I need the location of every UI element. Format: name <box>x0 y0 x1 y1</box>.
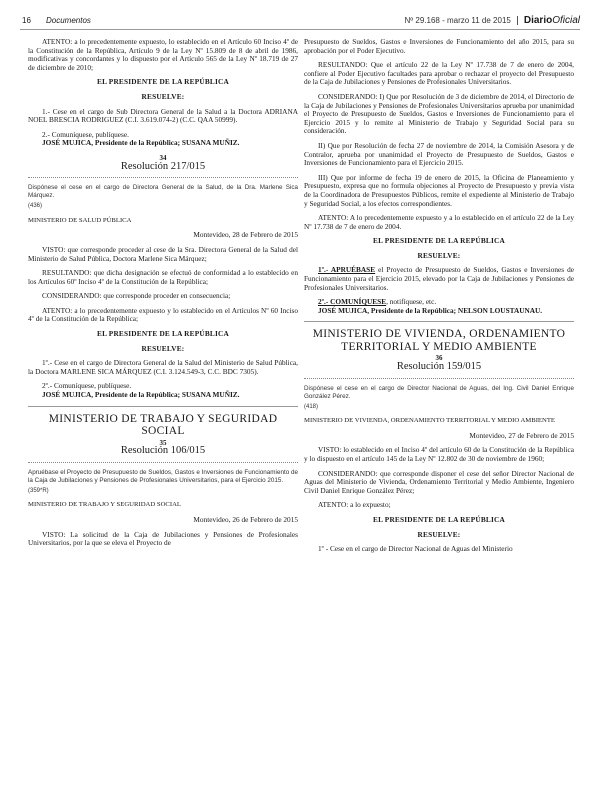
president-heading: EL PRESIDENTE DE LA REPÚBLICA <box>373 514 505 524</box>
paragraph: 2º.- COMUNÍQUESE, notifíquese, etc. <box>318 297 437 307</box>
signature: JOSÉ MUJICA, Presidente de la República; SUSANA MUÑIZ. <box>42 390 240 400</box>
page-header <box>22 12 580 28</box>
paragraph: RESULTANDO: que dicha designación se efectuó de conformidad a lo establecido en los Artículos 60º Inciso 4º de la Constitución de la República; <box>28 268 298 286</box>
paragraph: VISTO: lo establecido en el Inciso 4º del artículo 60 de la Constitución de la República y lo dispuesto en el artículo 145 de la Ley Nº 12.802 de 30 de noviembre de 1960; <box>304 445 574 463</box>
paragraph: CONSIDERANDO: I) Que por Resolución de 3 de diciembre de 2014, el Directorio de la Caja de Jubilaciones y Pensiones de Profesionales Universitarios aprueba por unanimidad el Proyecto de Presupuesto de Sueldos, Gastos e Inversiones de Funcionamiento para el Ejercicio 2015 y lo remite al Ministerio de Trabajo y Seguridad Social para su consideración. <box>304 91 574 136</box>
paragraph: RESULTANDO: Que el artículo 22 de la Ley Nº 17.738 de 7 de enero de 2004, confiere al Poder Ejecutivo facultades para aprobar o rechazar el proyecto del Presupuesto de la Caja de Jubilaciones y Pensiones de Profesionales Universitarios. <box>304 60 574 87</box>
paragraph: 2º.- Comuníquese, publíquese. <box>42 381 132 391</box>
document-number: 36 <box>435 354 443 363</box>
paragraph: ATENTO: A lo precedentemente expuesto y a lo establecido en el artículo 22 de la Ley Nº 17.738 de 7 de enero de 2004. <box>304 213 574 231</box>
paragraph: ATENTO: a lo expuesto; <box>318 500 391 510</box>
divider <box>304 378 574 379</box>
document-number: 35 <box>159 438 167 447</box>
president-heading: EL PRESIDENTE DE LA REPÚBLICA <box>373 236 505 246</box>
president-heading: EL PRESIDENTE DE LA REPÚBLICA <box>97 329 229 339</box>
ministry-line: MINISTERIO DE SALUD PÚBLICA <box>28 216 132 224</box>
reference-code: (359*R) <box>28 487 49 494</box>
resolution-title: Resolución 159/015 <box>396 361 482 373</box>
paragraph: 1º.- APRUÉBASE el Proyecto de Presupuesto de Sueldos, Gastos e Inversiones de Funcionamiento para el Ejercicio 2015, elevado por la Caja de Jubilaciones y Pensiones de Profesionales Universitarios. <box>304 265 575 292</box>
issue-info: Nº 29.168 - marzo 11 de 2015 <box>404 15 511 25</box>
resuelve-heading: RESUELVE: <box>141 91 185 101</box>
document-number: 34 <box>159 153 167 162</box>
resolution-title: Resolución 217/015 <box>120 160 206 172</box>
paragraph: Presupuesto de Sueldos, Gastos e Inversiones de Funcionamiento del año 2015, para su aprobación por el Poder Ejecutivo. <box>304 37 574 55</box>
reference-code: (418) <box>304 403 319 410</box>
paragraph: III) Que por informe de fecha 19 de enero de 2015, la Oficina de Planeamiento y Presupuesto, expresa que no formula objeciones al Proyecto de Presupuesto y previa vista de la Coordinadora de Presupuestos Públicos, remite el expediente al Ministerio de Trabajo y Seguridad Social, a los efectos correspondientes. <box>304 172 574 208</box>
reference-code: (436) <box>28 203 43 210</box>
brand-logo: DiarioOficial <box>523 14 580 26</box>
paragraph: ATENTO: a lo precedentemente expuesto y lo establecido en el Artículos Nº 60 Inciso 4º de la Constitución de la República; <box>28 305 298 324</box>
date-line: Montevideo, 28 de Febrero de 2015 <box>193 230 298 240</box>
paragraph: ATENTO: a lo precedentemente expuesto, lo establecido en el Artículo 60 Inciso 4º de la Constitución de la República, Artículo 9 de la Ley Nº 15.809 de 8 de abril de 1986, modificativas y concordantes y lo dispuesto por el Artículo 565 de la Ley Nº 18.719 de 27 de diciembre de 2010; <box>28 37 298 72</box>
paragraph: II) Que por Resolución de fecha 27 de noviembre de 2014, la Comisión Asesora y de Contralor, aprueba por unanimidad el Proyecto de Presupuesto de Sueldos, Gastos e Inversiones de Funcionamiento para el Ejercicio 2015. <box>304 140 574 168</box>
resolution-summary: Dispónese el cese en el cargo de Director Nacional de Aguas, del Ing. Civil Daniel Enrique González Pérez. <box>304 384 574 400</box>
resuelve-heading: RESUELVE: <box>417 529 461 539</box>
date-line: Montevideo, 27 de Febrero de 2015 <box>469 430 574 440</box>
president-heading: EL PRESIDENTE DE LA REPÚBLICA <box>97 77 229 87</box>
resuelve-heading: RESUELVE: <box>141 343 185 353</box>
ministry-heading: MINISTERIO DE TRABAJO Y SEGURIDAD SOCIAL <box>48 412 278 438</box>
paragraph: 1º.- Cese en el cargo de Directora General de la Salud del Ministerio de Salud Pública, la Doctora MARLENE SICA MÁRQUEZ (C.I. 3.124.549-3, C.C. BDC 7305). <box>28 358 298 376</box>
divider <box>304 321 574 322</box>
paragraph: CONSIDERANDO: que corresponde proceder en consecuencia; <box>42 291 231 301</box>
header-separator <box>517 16 518 25</box>
date-line: Montevideo, 26 de Febrero de 2015 <box>193 515 298 524</box>
page-number: 16 <box>22 15 31 25</box>
ministry-line: MINISTERIO DE VIVIENDA, ORDENAMIENTO TERRITORIAL Y MEDIO AMBIENTE <box>304 417 556 425</box>
divider <box>28 406 298 407</box>
paragraph: 1.- Cese en el cargo de Sub Directora General de la Salud a la Doctora ADRIANA NOEL BRESCIA RODRIGUEZ (C.I. 3.619.074-2) (C.C. QAA 50999). <box>28 106 298 125</box>
paragraph: CONSIDERANDO: que corresponde disponer el cese del señor Director Nacional de Aguas del Ministerio de Vivienda, Ordenamiento Territorial y Medio Ambiente, Ingeniero Civil Daniel Enrique González Pérez; <box>304 468 574 495</box>
divider <box>28 177 298 178</box>
resuelve-heading: RESUELVE: <box>417 250 461 260</box>
right-column <box>304 38 574 560</box>
paragraph: VISTO: que corresponde proceder al cese de la Sra. Directora General de la Salud del Ministerio de Salud Pública, Doctora Marlene Sica Márquez; <box>28 244 298 263</box>
signature: JOSÉ MUJICA, Presidente de la República; NELSON LOUSTAUNAU. <box>318 305 543 315</box>
divider <box>28 462 298 463</box>
resolution-summary: Apruébase el Proyecto de Presupuesto de Sueldos, Gastos e Inversiones de Funcionamiento de la Caja de Jubilaciones y Pensiones de Profesionales Universitarios, para el Ejercicio 2015. <box>28 468 298 484</box>
signature: JOSÉ MUJICA, Presidente de la República; SUSANA MUÑIZ. <box>42 138 240 148</box>
paragraph: 2.- Comuníquese, publíquese. <box>42 129 129 139</box>
header-rule <box>20 29 580 30</box>
section-name: Documentos <box>46 15 91 25</box>
resolution-summary: Dispónese el cese en el cargo de Directora General de la Salud, de la Dra. Marlene Sica Márquez. <box>28 184 298 200</box>
ministry-line: MINISTERIO DE TRABAJO Y SEGURIDAD SOCIAL <box>28 501 182 509</box>
left-column <box>28 38 298 554</box>
resolution-title: Resolución 106/015 <box>120 445 206 457</box>
paragraph: VISTO: La solicitud de la Caja de Jubilaciones y Pensiones de Profesionales Universitarios, por la que se eleva el Proyecto de <box>28 529 298 548</box>
ministry-heading: MINISTERIO DE VIVIENDA, ORDENAMIENTO TERRITORIAL Y MEDIO AMBIENTE <box>312 328 566 353</box>
paragraph: 1º - Cese en el cargo de Director Nacional de Aguas del Ministerio <box>318 544 513 554</box>
